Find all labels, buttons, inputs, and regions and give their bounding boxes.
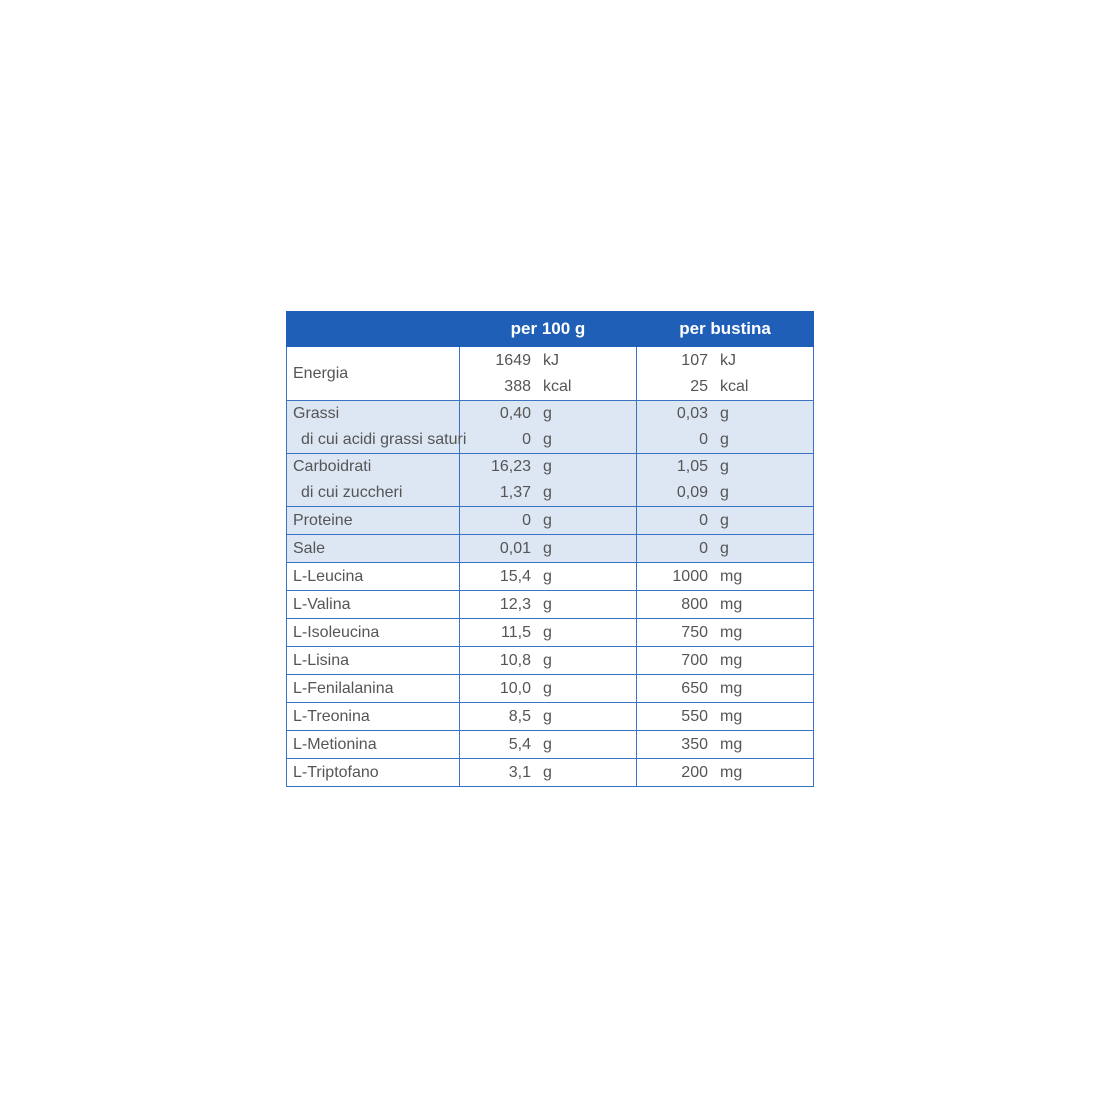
nutrient-label: Carboidrati — [293, 458, 372, 475]
value-unit: mg — [720, 736, 743, 753]
nutrient-label-cell — [287, 591, 460, 619]
value-unit: g — [543, 568, 552, 585]
nutrient-label-cell — [287, 759, 460, 787]
value-per-bustina-cell — [637, 401, 814, 454]
value-unit: mg — [720, 568, 743, 585]
value-number: 16,23 — [490, 458, 531, 475]
value-number: 0 — [699, 512, 708, 529]
nutrient-label: L-Triptofano — [293, 764, 379, 781]
value-number: 0,40 — [499, 405, 531, 422]
nutrient-sublabel: di cui acidi grassi saturi — [301, 431, 467, 448]
value-per-100g-cell — [460, 347, 637, 401]
value-unit: g — [543, 405, 552, 422]
value-unit: g — [720, 458, 729, 475]
value-unit: kcal — [543, 377, 572, 395]
value-per-100g-cell — [460, 759, 637, 787]
value-per-bustina-cell — [637, 759, 814, 787]
table-row — [287, 703, 814, 731]
value-number: 1,05 — [676, 458, 708, 475]
value-unit: mg — [720, 624, 743, 641]
value-number: 388 — [504, 377, 531, 395]
value-per-bustina-cell — [637, 563, 814, 591]
value-per-100g-cell — [460, 591, 637, 619]
value-unit: mg — [720, 596, 743, 613]
nutrient-label: L-Treonina — [293, 708, 370, 725]
nutrient-label-cell — [287, 619, 460, 647]
value-unit: g — [543, 431, 552, 448]
value-per-bustina-cell — [637, 454, 814, 507]
value-number: 5,4 — [508, 736, 531, 753]
value-number: 1649 — [495, 351, 531, 369]
header-per-100g: per 100 g — [460, 312, 637, 347]
nutrient-label: L-Leucina — [293, 568, 364, 585]
value-unit: mg — [720, 680, 743, 697]
nutrient-label-cell — [287, 675, 460, 703]
value-per-bustina-cell — [637, 347, 814, 401]
nutrient-label-cell — [287, 563, 460, 591]
value-unit: g — [720, 540, 729, 557]
value-per-bustina-cell — [637, 535, 814, 563]
value-number: 11,5 — [501, 624, 531, 641]
value-number: 0,01 — [499, 540, 531, 557]
nutrient-label-cell — [287, 454, 460, 507]
value-number: 750 — [681, 624, 708, 641]
value-per-100g-cell — [460, 619, 637, 647]
table-row — [287, 563, 814, 591]
value-unit: g — [543, 680, 552, 697]
nutrient-label: Proteine — [293, 512, 353, 529]
nutrient-label: L-Fenilalanina — [293, 680, 394, 697]
value-per-100g-cell — [460, 647, 637, 675]
value-number: 650 — [681, 680, 708, 697]
value-unit: g — [543, 484, 552, 501]
value-unit: kJ — [720, 351, 736, 369]
value-unit: kcal — [720, 377, 749, 395]
value-unit: g — [543, 624, 552, 641]
value-number: 0 — [699, 540, 708, 557]
table-row — [287, 347, 814, 401]
value-unit: g — [543, 596, 552, 613]
nutrient-label-cell — [287, 507, 460, 535]
value-number: 0 — [522, 431, 531, 448]
value-number: 15,4 — [499, 568, 531, 585]
value-unit: g — [543, 736, 552, 753]
value-unit: kJ — [543, 351, 559, 369]
table-row — [287, 619, 814, 647]
nutrient-label-cell — [287, 347, 460, 401]
value-number: 3,1 — [508, 764, 531, 781]
value-unit: mg — [720, 652, 743, 669]
header-per-bustina: per bustina — [637, 312, 814, 347]
value-per-bustina-cell — [637, 619, 814, 647]
value-per-bustina-cell — [637, 675, 814, 703]
nutrient-label: L-Lisina — [293, 652, 350, 669]
value-number: 700 — [681, 652, 708, 669]
value-unit: g — [720, 484, 729, 501]
table-row — [287, 507, 814, 535]
nutrient-label-cell — [287, 703, 460, 731]
value-number: 350 — [681, 736, 708, 753]
value-per-bustina-cell — [637, 507, 814, 535]
value-number: 10,0 — [499, 680, 531, 697]
nutrient-label-cell — [287, 647, 460, 675]
value-number: 0 — [699, 431, 708, 448]
nutrient-label: Sale — [293, 540, 326, 557]
value-number: 0,09 — [676, 484, 708, 501]
value-unit: mg — [720, 708, 743, 725]
value-number: 8,5 — [508, 708, 531, 725]
nutrient-label: Energia — [293, 364, 349, 382]
nutrient-label: L-Metionina — [293, 736, 377, 753]
table-row — [287, 647, 814, 675]
value-unit: g — [720, 512, 729, 529]
nutrient-label: Grassi — [293, 405, 340, 422]
value-per-100g-cell — [460, 535, 637, 563]
value-per-100g-cell — [460, 454, 637, 507]
value-unit: g — [543, 652, 552, 669]
value-unit: g — [543, 708, 552, 725]
value-number: 1000 — [672, 568, 708, 585]
value-unit: g — [720, 431, 729, 448]
value-unit: g — [543, 512, 552, 529]
value-per-100g-cell — [460, 401, 637, 454]
value-unit: g — [543, 540, 552, 557]
value-number: 1,37 — [499, 484, 531, 501]
value-unit: g — [543, 458, 552, 475]
value-per-100g-cell — [460, 675, 637, 703]
table-row — [287, 454, 814, 507]
nutrient-label-cell — [287, 535, 460, 563]
nutrient-sublabel: di cui zuccheri — [301, 484, 403, 501]
table-row — [287, 759, 814, 787]
table-row — [287, 401, 814, 454]
value-number: 800 — [681, 596, 708, 613]
nutrient-label: L-Valina — [293, 596, 351, 613]
value-per-bustina-cell — [637, 591, 814, 619]
table-row — [287, 675, 814, 703]
value-number: 550 — [681, 708, 708, 725]
value-number: 0,03 — [676, 405, 708, 422]
value-number: 10,8 — [499, 652, 531, 669]
value-per-bustina-cell — [637, 703, 814, 731]
value-per-100g-cell — [460, 507, 637, 535]
value-per-100g-cell — [460, 703, 637, 731]
value-per-100g-cell — [460, 563, 637, 591]
table-header-row — [287, 312, 814, 347]
value-number: 0 — [522, 512, 531, 529]
value-number: 200 — [681, 764, 708, 781]
table-row — [287, 591, 814, 619]
nutrient-label-cell — [287, 401, 467, 454]
header-label-cell — [287, 312, 460, 347]
table-row — [287, 535, 814, 563]
value-unit: mg — [720, 764, 743, 781]
value-per-bustina-cell — [637, 731, 814, 759]
nutrition-table — [286, 311, 814, 787]
value-per-100g-cell — [460, 731, 637, 759]
value-number: 25 — [690, 377, 708, 395]
nutrient-label: L-Isoleucina — [293, 624, 380, 641]
value-number: 107 — [681, 351, 708, 369]
value-unit: g — [720, 405, 729, 422]
table-body — [287, 347, 814, 787]
value-unit: g — [543, 764, 552, 781]
value-per-bustina-cell — [637, 647, 814, 675]
nutrient-label-cell — [287, 731, 460, 759]
table-row — [287, 731, 814, 759]
value-number: 12,3 — [499, 596, 531, 613]
